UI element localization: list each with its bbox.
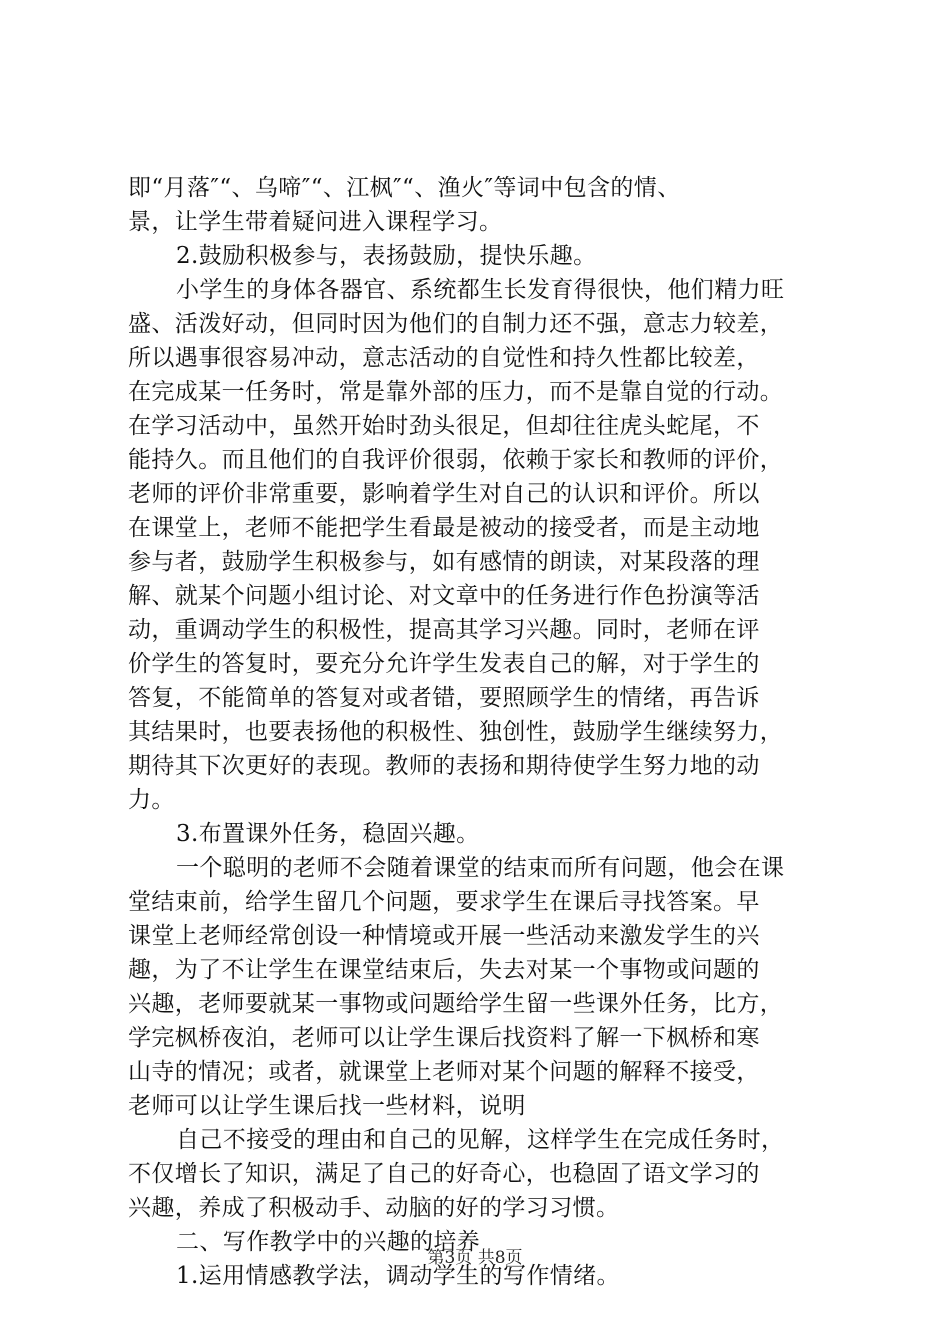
text-line: 老师的评价非常重要，影响着学生对自己的认识和评价。所以 <box>128 481 760 507</box>
text-line: 课堂上老师经常创设一种情境或开展一些活动来激发学生的兴 <box>128 923 760 949</box>
text-line: 其结果时，也要表扬他的积极性、独创性，鼓励学生继续努力， <box>128 719 784 745</box>
text-line: 所以遇事很容易冲动，意志活动的自觉性和持久性都比较差， <box>128 345 760 371</box>
text-line: 能持久。而且他们的自我评价很弱，依赖于家长和教师的评价， <box>128 447 784 473</box>
page-number-footer: 第3页 共8页 <box>427 1248 523 1268</box>
text-line: 山寺的情况；或者，就课堂上老师对某个问题的解释不接受， <box>128 1059 760 1085</box>
text-line: 老师可以让学生课后找一些材料，说明 <box>128 1093 526 1119</box>
text-line: 一个聪明的老师不会随着课堂的结束而所有问题，他会在课 <box>176 855 785 881</box>
text-line: 兴趣，养成了积极动手、动脑的好的学习习惯。 <box>128 1195 620 1221</box>
text-line: 景，让学生带着疑问进入课程学习。 <box>128 209 503 235</box>
text-line: 兴趣，老师要就某一事物或问题给学生留一些课外任务，比方， <box>128 991 784 1017</box>
text-line: 价学生的答复时，要充分允许学生发表自己的解，对于学生的 <box>128 651 760 677</box>
text-line: 答复，不能简单的答复对或者错，要照顾学生的情绪，再告诉 <box>128 685 760 711</box>
text-line: 即“月落″“、乌啼″“、江枫″“、渔火″等词中包含的情、 <box>128 175 681 201</box>
text-line: 堂结束前，给学生留几个问题，要求学生在课后寻找答案。早 <box>128 889 760 915</box>
text-line: 在完成某一任务时，常是靠外部的压力，而不是靠自觉的行动。 <box>128 379 784 405</box>
text-line: 期待其下次更好的表现。教师的表扬和期待使学生努力地的动 <box>128 753 760 779</box>
text-line: 力。 <box>128 787 175 813</box>
section-heading: 3.布置课外任务，稳固兴趣。 <box>176 821 480 847</box>
text-line: 自己不接受的理由和自己的见解，这样学生在完成任务时， <box>176 1127 785 1153</box>
section-heading: 1.运用情感教学法，调动学生的写作情绪。 <box>176 1263 620 1289</box>
text-line: 小学生的身体各器官、系统都生长发育得很快，他们精力旺 <box>176 277 785 303</box>
text-line: 在课堂上，老师不能把学生看最是被动的接受者，而是主动地 <box>128 515 760 541</box>
text-line: 动，重调动学生的积极性，提高其学习兴趣。同时，老师在评 <box>128 617 760 643</box>
text-line: 参与者，鼓励学生积极参与，如有感情的朗读，对某段落的理 <box>128 549 760 575</box>
text-line: 学完枫桥夜泊，老师可以让学生课后找资料了解一下枫桥和寒 <box>128 1025 760 1051</box>
section-heading: 2.鼓励积极参与，表扬鼓励，提快乐趣。 <box>176 243 597 269</box>
text-line: 不仅增长了知识，满足了自己的好奇心，也稳固了语文学习的 <box>128 1161 760 1187</box>
section-heading: 二、写作教学中的兴趣的培养 <box>176 1229 481 1255</box>
text-line: 盛、活泼好动，但同时因为他们的自制力还不强，意志力较差， <box>128 311 784 337</box>
text-line: 解、就某个问题小组讨论、对文章中的任务进行作色扮演等活 <box>128 583 760 609</box>
text-line: 在学习活动中，虽然开始时劲头很足，但却往往虎头蛇尾，不 <box>128 413 760 439</box>
text-line: 趣，为了不让学生在课堂结束后，失去对某一个事物或问题的 <box>128 957 760 983</box>
